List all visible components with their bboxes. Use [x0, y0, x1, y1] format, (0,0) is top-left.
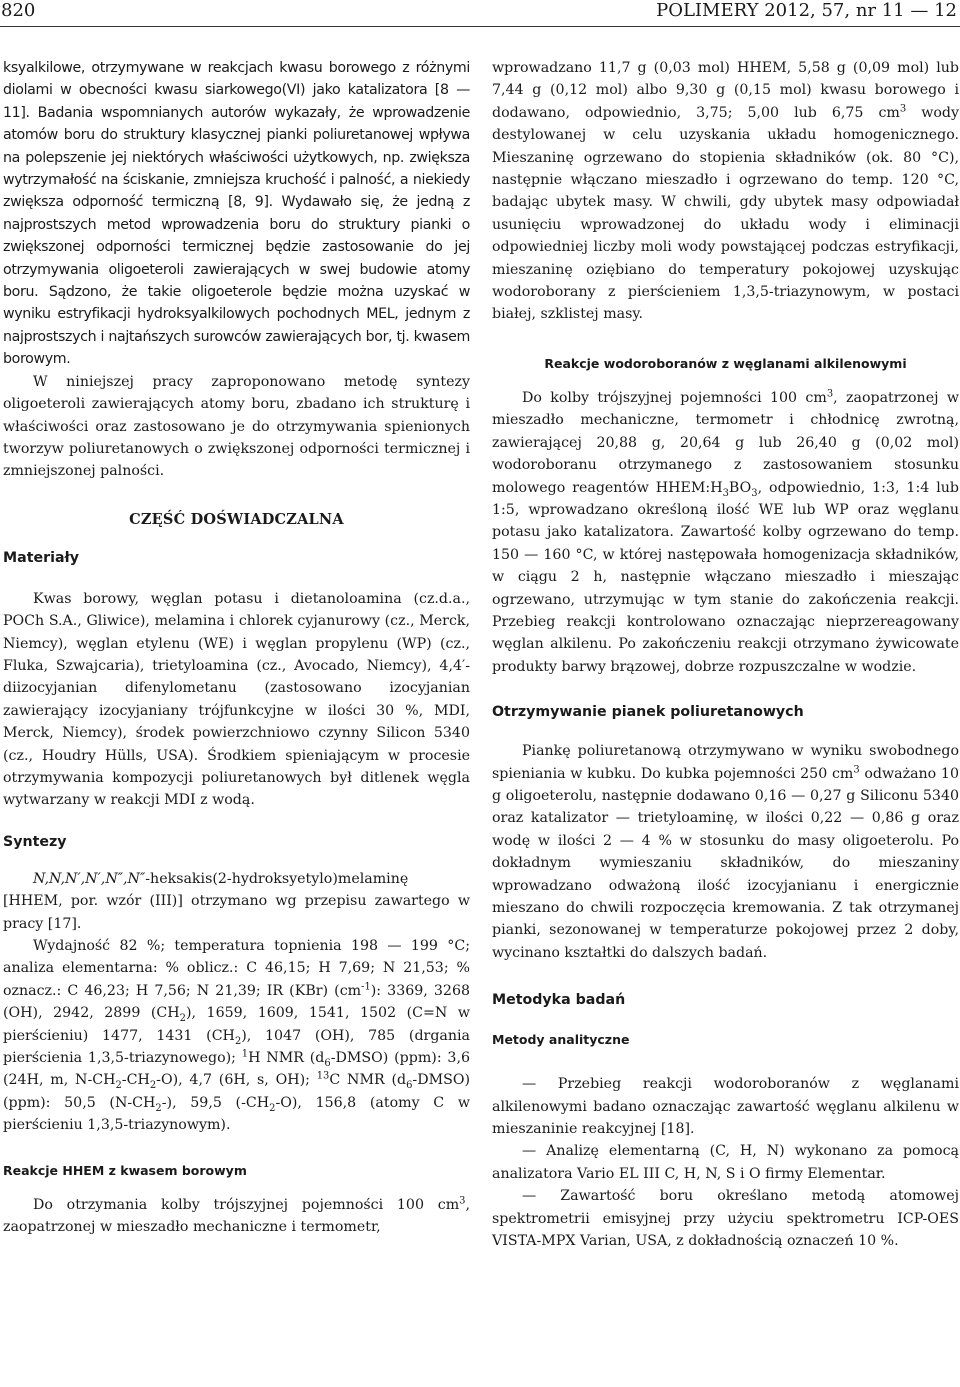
analysis-sub: 2 — [179, 1013, 186, 1025]
analysis-text: H NMR (d — [248, 1050, 325, 1067]
carb-sub: 3 — [722, 487, 729, 499]
reaction-boric-paragraph — [3, 1194, 470, 1239]
reaction-sup: 3 — [459, 1194, 466, 1206]
hhem-paragraph — [3, 868, 470, 935]
analysis-sup: -1 — [361, 981, 371, 993]
reaction-carbonates-paragraph — [492, 387, 959, 678]
materials-paragraph: Kwas borowy, węglan potasu i dietanoloamina (cz.d.a., POCh S.A., Gliwice), melamina i chlorek cyjanurowy (cz., Merck, Niemcy), węglan etylenu (WE) i węglan propylenu (WP) (cz., Fluka, Szwajcaria), trietyloamina (cz., Avocado, Niemcy), 4,4′-diizocyjanian difenylometanu (zastosowano izocyjanian zawierający izocyjaniany trójfunkcyjne w ilości 30 %, MDI, Merck, Niemcy), środek powierzchniowo czynny Silicon 5340 (cz., Houdry Hülls, USA). Środkiem spieniającym w procesie otrzymywania kompozycji poliuretanowych był ditlenek węgla wytwarzany w reakcji MDI z wodą. — [3, 590, 470, 809]
right-column — [492, 57, 959, 1252]
foams-paragraph — [492, 740, 959, 964]
carb-sub: 3 — [751, 487, 758, 499]
analysis-text: -CH — [121, 1072, 150, 1089]
hhem-text: -heksakis(2-hydroksyetylo)melaminę [HHEM, por. wzór (III)] otrzymano wg przepisu zawartego w pracy [17]. — [3, 870, 470, 932]
analysis-sub: 2 — [269, 1102, 276, 1114]
analysis-text: ): 3369, 3268 (OH), 2942, 2899 (CH — [3, 982, 470, 1022]
reaction-text: , zaopatrzonej w mieszadło mechaniczne i termometr, — [3, 1196, 470, 1236]
analysis-sup: 1 — [241, 1048, 249, 1060]
carb-text: , odpowiednio, 1:3, 1:4 lub 1:5, wprowadzano określoną ilość WE lub WP oraz węglanu potasu jako katalizatora. Zawartość kolby ogrzewano do temp. 150 — 160 °C, w której następowała homogenizacja składników, w ciągu 2 h, następnie włączano mieszadło i mieszając ogrzewano, utrzymując w tym stanie do zakończenia reakcji. Przebieg reakcji kontrolowano oznaczając nieprzereagowany węglan alkilenu. Po zakończeniu reakcji otrzymano żywicowate produkty barwy brązowej, dobrze rozpuszczalne w wodzie. — [492, 479, 959, 675]
analysis-text: -O), 4,7 (6H, s, OH); — [156, 1072, 317, 1089]
cont-sup: 3 — [899, 103, 907, 115]
foam-text: Piankę poliuretanową otrzymywano w wyniku swobodnego spieniania w kubku. Do kubka pojemności 250 cm — [492, 743, 959, 782]
analysis-text: -), 59,5 (-CH — [161, 1094, 270, 1111]
analysis-text: -O), 156,8 (atomy C w pierścieniu 1,3,5-triazynowym). — [3, 1094, 470, 1134]
analysis-sub: 6 — [324, 1057, 331, 1069]
analysis-text: Wydajność 82 %; temperatura topnienia 198 — 199 °C; analiza elementarna: % oblicz.: C 46,15; H 7,69; N 21,53; % oznacz.: C 46,23; H 7,56; N 21,39; IR (KBr) (cm — [3, 938, 470, 999]
heading-methods: Metodyka badań — [492, 992, 626, 1009]
foam-text: odważano 10 g oligoeterolu, następnie dodawano 0,16 — 0,27 g Siliconu 5340 oraz katalizator — trietyloaminę, w ilości 0,22 — 0,86 g oraz wodę w ilości 2 — 4 % w stosunku do masy oligoeterolu. Po dokładnym wymieszaniu składników, do mieszaniny wprowadzano odważoną ilość izocyjanianu i energicznie mieszano do chwili rozpoczęcia kremowania. Z tak otrzymanej pianki, sezonowanej w temperaturze pokojowej przez 2 doby, wycinano kształtki do dalszych badań. — [492, 765, 959, 961]
analysis-sub: 2 — [149, 1080, 157, 1092]
aim-paragraph: W niniejszej pracy zaproponowano metodę syntezy oligoeteroli zawierających atomy boru, zbadano ich strukturę i właściwości oraz zastosowano je do otrzymywania spienionych tworzyw poliuretanowych o zwiększonej odporności termicznej i zmniejszonej palności. — [3, 373, 470, 480]
page-number: 820 — [1, 0, 36, 21]
left-column — [3, 57, 470, 1238]
foam-sup: 3 — [853, 763, 860, 775]
page-header — [0, 0, 960, 30]
heading-materials: Materiały — [3, 549, 80, 566]
analysis-text: ), 1047 (OH), 785 (drgania pierścienia 1,3,5-triazynowego); — [3, 1027, 470, 1067]
analysis-text: C NMR (d — [329, 1072, 407, 1089]
heading-foams: Otrzymywanie pianek poliuretanowych — [492, 704, 804, 721]
carb-text: , zaopatrzonej w mieszadło mechaniczne, termometr i chłodnicę zwrotną, zawierającej 20,88 g, 20,64 g lub 26,40 g (0,02 mol) wodoroboranu otrzymanego z zastosowaniem stosunku molowego reagentów HHEM:H — [492, 389, 960, 496]
heading-analytical-methods: Metody analityczne — [492, 1032, 630, 1048]
heading-reaction-boric-acid: Reakcje HHEM z kwasem borowym — [3, 1162, 247, 1178]
analysis-text: ), 1659, 1609, 1541, 1502 (C=N w pierścieniu) 1477, 1431 (CH — [3, 1005, 470, 1044]
carb-sup: 3 — [826, 388, 834, 400]
reaction-text: Do otrzymania kolby trójszyjnej pojemności 100 cm — [33, 1196, 460, 1213]
analysis-text: -DMSO) (ppm): 50,5 (N-CH — [3, 1072, 470, 1111]
method-item-carbonate: — Przebieg reakcji wodoroboranów z węglanami alkilenowymi badano oznaczając zawartość węglanu alkilenu w mieszaninie reakcyjnej [18]. — [492, 1076, 959, 1138]
heading-syntheses: Syntezy — [3, 833, 67, 850]
continued-paragraph — [492, 57, 959, 326]
analysis-sub: 2 — [115, 1080, 122, 1092]
hhem-analysis-paragraph — [3, 935, 470, 1137]
heading-reaction-carbonates: Reakcje wodoroboranów z węglanami alkilenowymi — [544, 355, 907, 371]
analysis-sup: 13 — [316, 1070, 330, 1082]
cont-text: wody destylowanej w celu uzyskania układu homogenicznego. Mieszaninę ogrzewano do stopienia składników (ok. 80 °C), następnie włączano mieszadło i ogrzewano do temp. 120 °C, badając ubytek masy. W chwili, gdy ubytek masy odpowiadał usunięciu wprowadzonej do układu wody i eliminacji odpowiedniej liczby moli wody powstającej podczas estryfikacji, mieszaninę oziębiano do temperatury pokojowej uzyskując wodoroborany z pierścieniem 1,3,5-triazynowym, w postaci białej, szklistej masy. — [492, 104, 959, 323]
intro-paragraph: ksyalkilowe, otrzymywane w reakcjach kwasu borowego z różnymi diolami w obecności kwasu siarkowego(VI) jako katalizatora [8 — 11]. Badania wspomnianych autorów wykazały, że wprowadzenie atomów boru do struktury klasycznej pianki poliuretanowej wpływa na polepszenie jej niektórych właściwości użytkowych, np. zwiększa wytrzymałość na ściskanie, zmniejsza kruchość i palność, a niekiedy zwiększa odporność termiczną [8, 9]. Wydawało się, że jedną z najprostszych metod wprowadzenia boru do struktury pianki o zwiększonej odporności termicznej będzie zastosowanie do jej otrzymywania oligoeteroli zawierających w swej budowie atomy boru. Sądzono, że takie oligoeterole będzie można uzyskać w wyniku estryfikacji hydroksyalkilowych pochodnych MEL, jednym z najprostszych i najtańszych surowców zawierających bor, tj. kwasem borowym. — [3, 60, 470, 368]
analysis-sub: 6 — [406, 1080, 413, 1092]
section-heading-experimental: CZĘŚĆ DOŚWIADCZALNA — [129, 510, 344, 528]
cont-text: wprowadzano 11,7 g (0,03 mol) HHEM, 5,58 g (0,09 mol) lub 7,44 g (0,12 mol) albo 9,30 g (0,15 mol) kwasu borowego i dodawano, odpowiednio, 3,75; 5,00 lub 6,75 cm — [492, 60, 959, 121]
hhem-italic-prefix: N,N,N′,N′,N″,N″ — [33, 870, 146, 887]
analysis-text: -DMSO) (ppm): 3,6 (24H, m, N-CH — [3, 1050, 470, 1089]
method-item-elemental: — Analizę elementarną (C, H, N) wykonano za pomocą analizatora Vario EL III C, H, N, S i O firmy Elementar. — [492, 1143, 959, 1182]
analysis-sub: 2 — [155, 1102, 162, 1114]
method-item-boron: — Zawartość boru określano metodą atomowej spektrometrii emisyjnej przy użyciu spektrometru ICP-OES VISTA-MPX Varian, USA, z dokładnością oznaczeń 10 %. — [492, 1188, 959, 1250]
carb-text: BO — [728, 479, 752, 496]
analysis-sub: 2 — [234, 1035, 242, 1047]
carb-text: Do kolby trójszyjnej pojemności 100 cm — [522, 389, 827, 406]
journal-title: POLIMERY 2012, 57, nr 11 — 12 — [656, 0, 957, 21]
header-rule — [0, 26, 960, 27]
